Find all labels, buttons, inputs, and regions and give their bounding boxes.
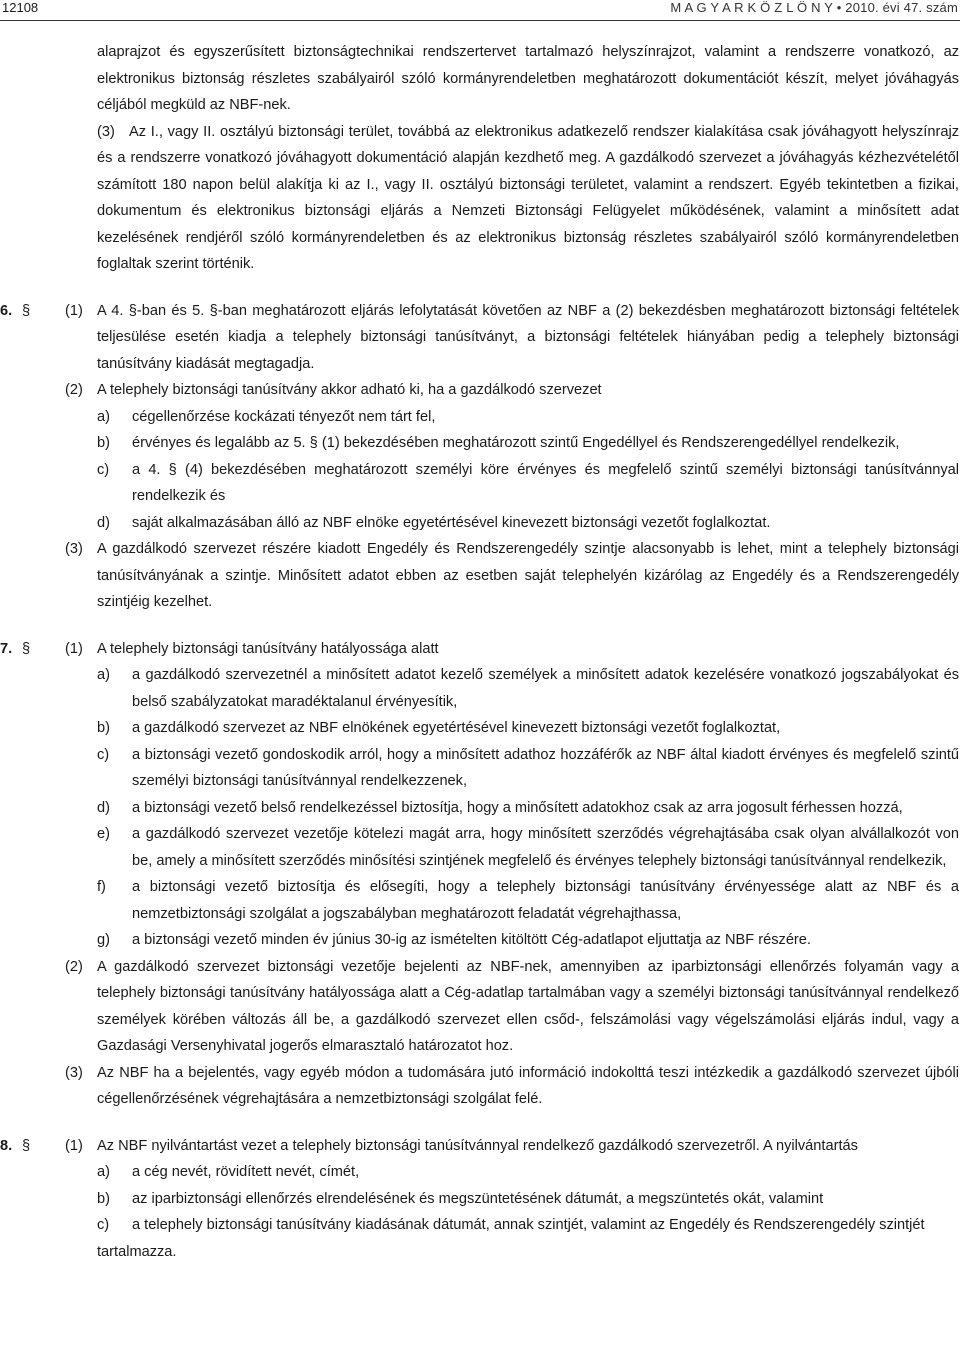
paragraph-number: (3) bbox=[97, 123, 115, 140]
section-7 bbox=[0, 636, 960, 1113]
section-number: 7. bbox=[0, 640, 13, 657]
paragraph-text: Az I., vagy II. osztályú biztonsági terület, továbbá az elektronikus adatkezelő rendszer kialakítása csak jóváhagyott helyszínrajz és a rendszerre vonatkozó jóváhagyott dokumentáció alapján kezdhető meg. A gazdálkodó szervezet a jóváhagyás kézhezvételétől számított 180 napon belül alakítja ki az I., vagy II. osztályú biztonsági területet, valamint a rendszert. Egyéb tekintetben a fizikai, dokumentum és elektronikus biztonsági eljárás a Nemzeti Biztonsági Felügyelet működésének, valamint a minősített adat kezelésének rendjéről szóló kormányrendeletben és az elektronikus biztonság részletes szabályairól szóló kormányrendeletben foglaltak szerint történik. bbox=[97, 123, 959, 272]
list-item bbox=[0, 742, 959, 795]
intro-continuation: alaprajzot és egyszerűsített biztonságtechnikai rendszertervet tartalmazó helyszínrajzot, valamint a rendszerre vonatkozó, az elektronikus biztonság részletes szabályairól szóló kormányrendeletben meghatározott dokumentációt készít, melyet jóváhagyás céljából megküld az NBF-nek. bbox=[97, 44, 959, 113]
section-symbol: § bbox=[22, 640, 31, 657]
list-item bbox=[0, 457, 959, 510]
paragraph bbox=[0, 1060, 959, 1113]
list-item-label: c) bbox=[97, 746, 110, 763]
page-header bbox=[0, 0, 960, 22]
paragraph bbox=[0, 377, 959, 404]
list-item bbox=[0, 1212, 959, 1239]
list-item bbox=[0, 715, 959, 742]
section-closing-text: tartalmazza. bbox=[97, 1243, 177, 1260]
list-item-label: d) bbox=[97, 799, 110, 816]
list-item-text: saját alkalmazásában álló az NBF elnöke egyetértésével kinevezett biztonsági vezetőt foglalkoztat. bbox=[132, 514, 771, 531]
section-8 bbox=[0, 1133, 960, 1266]
paragraph-number: (1) bbox=[65, 1137, 83, 1154]
paragraph-number: (1) bbox=[65, 302, 83, 319]
list-item-label: e) bbox=[97, 826, 110, 842]
list-item-label: c) bbox=[97, 1217, 110, 1233]
document-body bbox=[0, 39, 960, 1265]
paragraph-text: Az NBF nyilvántartást vezet a telephely biztonsági tanúsítvánnyal rendelkező gazdálkodó szervezetről. A nyilvántartás bbox=[97, 1137, 858, 1154]
list-item-label: g) bbox=[97, 932, 110, 948]
page-number: 12108 bbox=[2, 0, 39, 15]
list-item-label: b) bbox=[97, 720, 110, 736]
list-item bbox=[0, 662, 959, 715]
paragraph-text: Az NBF ha a bejelentés, vagy egyéb módon a tudomására jutó információ indokolttá teszi intézkedik a gazdálkodó szervezet újbóli cégellenőrzésének végrehajtására a nemzetbiztonsági szolgálat felé. bbox=[97, 1064, 959, 1107]
paragraph-text: A gazdálkodó szervezet részére kiadott Engedély és Rendszerengedély szintje alacsonyabb is lehet, mint a telephely biztonsági tanúsítványának a szintje. Minősített adatot ebben az esetben saját telephelyén kizárólag az Engedély és a Rendszerengedély szintjéig kezelhet. bbox=[97, 541, 959, 610]
paragraph-number: (2) bbox=[65, 382, 83, 398]
list-item-label: b) bbox=[97, 1190, 110, 1207]
paragraph-text: A telephely biztonsági tanúsítvány akkor adható ki, ha a gazdálkodó szervezet bbox=[97, 382, 602, 398]
paragraph-number: (1) bbox=[65, 640, 83, 657]
paragraph-text: A telephely biztonsági tanúsítvány hatályossága alatt bbox=[97, 640, 439, 657]
list-item bbox=[0, 1186, 959, 1213]
list-item-label: d) bbox=[97, 514, 110, 531]
section-6 bbox=[0, 298, 960, 616]
list-item-text: a biztonsági vezető belső rendelkezéssel biztosítja, hogy a minősített adatokhoz csak az arra jogosult férhessen hozzá, bbox=[132, 799, 903, 816]
list-item-text: cégellenőrzése kockázati tényezőt nem tárt fel, bbox=[132, 408, 436, 425]
list-item bbox=[0, 874, 959, 927]
paragraph-number: (3) bbox=[65, 541, 83, 557]
list-item bbox=[0, 404, 959, 431]
list-item bbox=[0, 927, 959, 954]
list-item-text: a biztonsági vezető biztosítja és elősegíti, hogy a telephely biztonsági tanúsítvány érvényessége alatt az NBF és a nemzetbiztonsági szolgálat a jogszabályban meghatározott feladatát végrehajthassa, bbox=[132, 879, 959, 922]
list-item-text: az iparbiztonsági ellenőrzés elrendelésének és megszüntetésének dátumát, a megszüntetés okát, valamint bbox=[132, 1190, 824, 1207]
list-item bbox=[0, 821, 959, 874]
journal-title: M A G Y A R K Ö Z L Ö N Y • 2010. évi 47. szám bbox=[670, 0, 958, 15]
paragraph bbox=[0, 1133, 959, 1160]
list-item-label: a) bbox=[97, 1164, 110, 1180]
header-rule bbox=[0, 20, 960, 21]
list-item-text: a biztonsági vezető minden év június 30-ig az ismételten kitöltött Cég-adatlapot eljuttatja az NBF részére. bbox=[132, 932, 811, 948]
paragraph bbox=[0, 298, 959, 378]
list-item-label: a) bbox=[97, 408, 110, 425]
section-symbol: § bbox=[22, 302, 31, 319]
paragraph-text: A gazdálkodó szervezet biztonsági vezetője bejelenti az NBF-nek, amennyiben az iparbiztonsági ellenőrzés folyamán vagy a telephely biztonsági tanúsítvány hatályossága alatt a Cég-adatlap tartalmában vagy a személyi biztonsági tanúsítvánnyal rendelkező személyek körében változás áll be, a gazdálkodó szervezet ellen csőd-, felszámolási vagy végelszámolási eljárás indul, vagy a Gazdasági Versenyhivatal jogerős elmarasztaló határozatot hoz. bbox=[97, 958, 959, 1054]
list-item-text: a telephely biztonsági tanúsítvány kiadásának dátumát, annak szintjét, valamint az Engedély és Rendszerengedély szintjét bbox=[132, 1217, 925, 1233]
list-item-text: a biztonsági vezető gondoskodik arról, hogy a minősített adathoz hozzáférők az NBF által kiadott érvényes és megfelelő szintű személyi biztonsági tanúsítvánnyal rendelkezzenek, bbox=[132, 746, 959, 789]
list-item-text: a gazdálkodó szervezet az NBF elnökének egyetértésével kinevezett biztonsági vezetőt foglalkoztat, bbox=[132, 720, 781, 736]
list-item-text: a gazdálkodó szervezetnél a minősített adatot kezelő személyek a minősített adatok kezelésére vonatkozó jogszabályokat és belső szabályzatokat maradéktalanul érvényesítik, bbox=[132, 667, 959, 710]
section-number: 6. bbox=[0, 302, 13, 319]
list-item-text: a 4. § (4) bekezdésében meghatározott személyi köre érvényes és megfelelő szintű személyi biztonsági tanúsítvánnyal rendelkezik és bbox=[132, 461, 959, 504]
paragraph-text: A 4. §-ban és 5. §-ban meghatározott eljárás lefolytatását követően az NBF a (2) bekezdésben meghatározott biztonsági feltételek teljesülése esetén kiadja a telephely biztonsági tanúsítványt, a biztonsági feltételek hiányában pedig a telephely biztonsági tanúsítvány kiadását megtagadja. bbox=[97, 302, 959, 372]
section-symbol: § bbox=[22, 1137, 31, 1154]
list-item-label: b) bbox=[97, 435, 110, 451]
list-item bbox=[0, 430, 959, 457]
paragraph bbox=[0, 954, 959, 1060]
list-item-label: c) bbox=[97, 461, 110, 478]
sections bbox=[0, 298, 960, 1266]
list-item-text: a gazdálkodó szervezet vezetője kötelezi magát arra, hogy minősített szerződés végrehajtásába csak olyan alvállalkozót von be, amely a minősített szerződés minősítési szintjének megfelelő és érvényes telephely biztonsági tanúsítvánnyal rendelkezik, bbox=[132, 826, 959, 869]
paragraph bbox=[0, 536, 959, 616]
list-item-text: érvényes és legalább az 5. § (1) bekezdésében meghatározott szintű Engedéllyel és Rendszerengedéllyel rendelkezik, bbox=[132, 435, 900, 451]
section-number: 8. bbox=[0, 1137, 13, 1154]
list-item-label: a) bbox=[97, 667, 110, 683]
paragraph-number: (3) bbox=[65, 1064, 83, 1081]
paragraph bbox=[0, 636, 959, 663]
list-item-label: f) bbox=[97, 879, 106, 895]
intro-paragraph-3 bbox=[0, 119, 959, 278]
list-item bbox=[0, 1159, 959, 1186]
list-item-text: a cég nevét, rövidített nevét, címét, bbox=[132, 1164, 360, 1180]
list-item bbox=[0, 795, 959, 822]
paragraph-number: (2) bbox=[65, 958, 83, 975]
list-item bbox=[0, 510, 959, 537]
